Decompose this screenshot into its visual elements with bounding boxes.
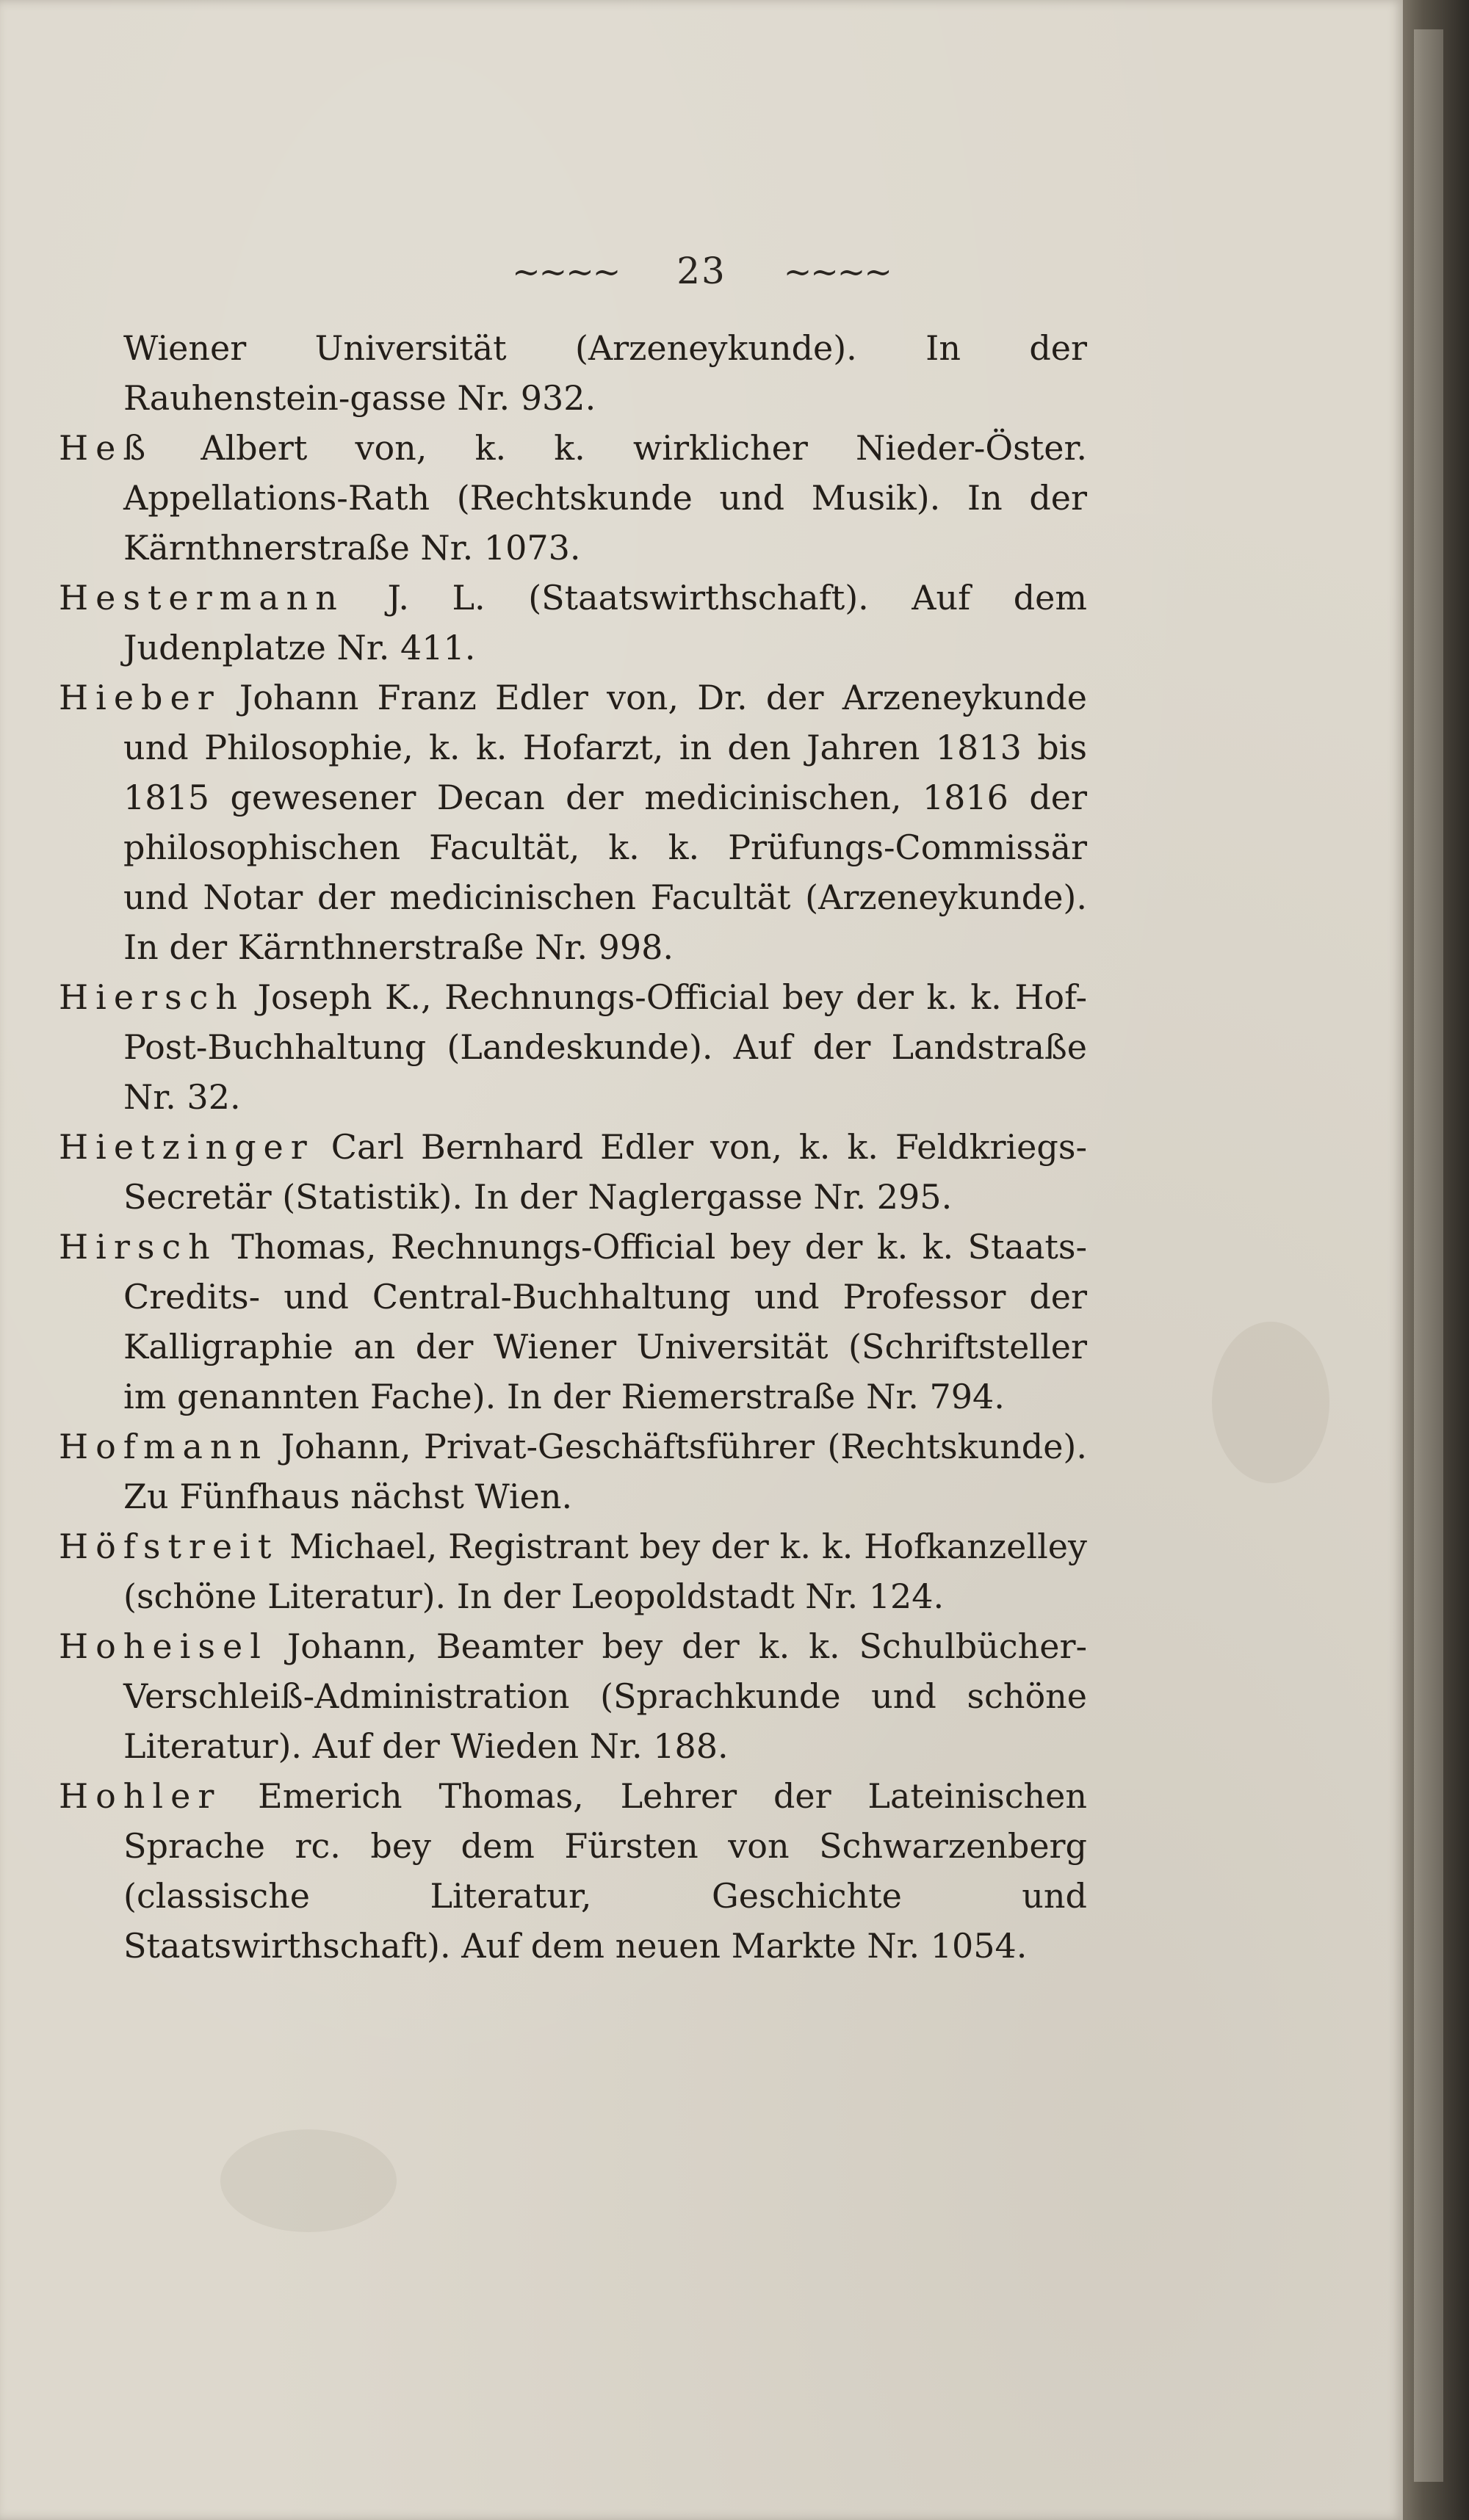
entry xyxy=(59,972,1087,1122)
entry-text: Joseph K., Rechnungs-Official bey der k. k. Hof-Post-Buchhaltung (Landeskunde). Auf der Landstraße Nr. 32. xyxy=(123,977,1087,1117)
entry xyxy=(59,573,1087,673)
entry-text: Albert von, k. k. wirklicher Nieder-Öster. Appellations-Rath (Rechtskunde und Musik). In der Kärnthnerstraße Nr. 1073. xyxy=(123,428,1087,568)
directory-entries xyxy=(59,323,1087,1971)
entry-surname: Hohler xyxy=(59,1776,222,1816)
entry-surname: Hietzinger xyxy=(59,1127,314,1167)
entry xyxy=(59,423,1087,573)
ornament-left: ~~~~ xyxy=(512,252,620,292)
entry-text: Wiener Universität (Arzeneykunde). In der Rauhenstein-gasse Nr. 932. xyxy=(123,328,1087,418)
ornament-right: ~~~~ xyxy=(783,252,891,292)
entry-surname: Hieber xyxy=(59,678,221,717)
paper-stain xyxy=(1212,1322,1329,1483)
entry-surname: Hestermann xyxy=(59,578,344,618)
entry xyxy=(59,1521,1087,1621)
entry-surname: Hofmann xyxy=(59,1427,269,1466)
entry-text: Carl Bernhard Edler von, k. k. Feldkriegs-Secretär (Statistik). In der Naglergasse Nr. 295. xyxy=(123,1127,1088,1217)
entry-text: Johann, Privat-Geschäftsführer (Rechtskunde). Zu Fünfhaus nächst Wien. xyxy=(123,1427,1087,1516)
entry-text: Emerich Thomas, Lehrer der Lateinischen Sprache rc. bey dem Fürsten von Schwarzenberg (classische Literatur, Geschichte und Staatswirthschaft). Auf dem neuen Markte Nr. 1054. xyxy=(123,1776,1087,1966)
entry xyxy=(59,673,1087,972)
entry-surname: Hirsch xyxy=(59,1227,217,1267)
entry-surname: Hiersch xyxy=(59,977,245,1017)
entry-text: J. L. (Staatswirthschaft). Auf dem Judenplatze Nr. 411. xyxy=(123,578,1088,667)
entry xyxy=(59,1621,1087,1771)
paper-stain xyxy=(220,2129,397,2232)
page-header xyxy=(0,250,1403,292)
entry xyxy=(59,1422,1087,1521)
entry-surname: Hoheisel xyxy=(59,1626,268,1666)
entry xyxy=(59,1771,1087,1971)
entry-text: Michael, Registrant bey der k. k. Hofkanzelley (schöne Literatur). In der Leopoldstadt Nr. 124. xyxy=(123,1527,1087,1616)
page-number: 23 xyxy=(676,250,726,292)
entry-surname: Höfstreit xyxy=(59,1527,279,1566)
entry xyxy=(59,1222,1087,1422)
entry-text: Thomas, Rechnungs-Official bey der k. k. Staats-Credits- und Central-Buchhaltung und Professor der Kalligraphie an der Wiener Universität (Schriftsteller im genannten Fache). In der Riemerstraße Nr. 794. xyxy=(123,1227,1088,1416)
entry xyxy=(59,1122,1087,1222)
entry-text: Johann, Beamter bey der k. k. Schulbücher-Verschleiß-Administration (Sprachkunde und schöne Literatur). Auf der Wieden Nr. 188. xyxy=(123,1626,1088,1766)
entry-surname: Heß xyxy=(59,428,154,468)
entry-text: Johann Franz Edler von, Dr. der Arzeneykunde und Philosophie, k. k. Hofarzt, in den Jahren 1813 bis 1815 gewesener Decan der medicinischen, 1816 der philosophischen Facultät, k. k. Prüfungs-Commissär und Notar der medicinischen Facultät (Arzeneykunde). In der Kärnthnerstraße Nr. 998. xyxy=(123,678,1087,967)
entry-continuation xyxy=(59,323,1087,423)
page-stack-edge xyxy=(1414,29,1443,2482)
